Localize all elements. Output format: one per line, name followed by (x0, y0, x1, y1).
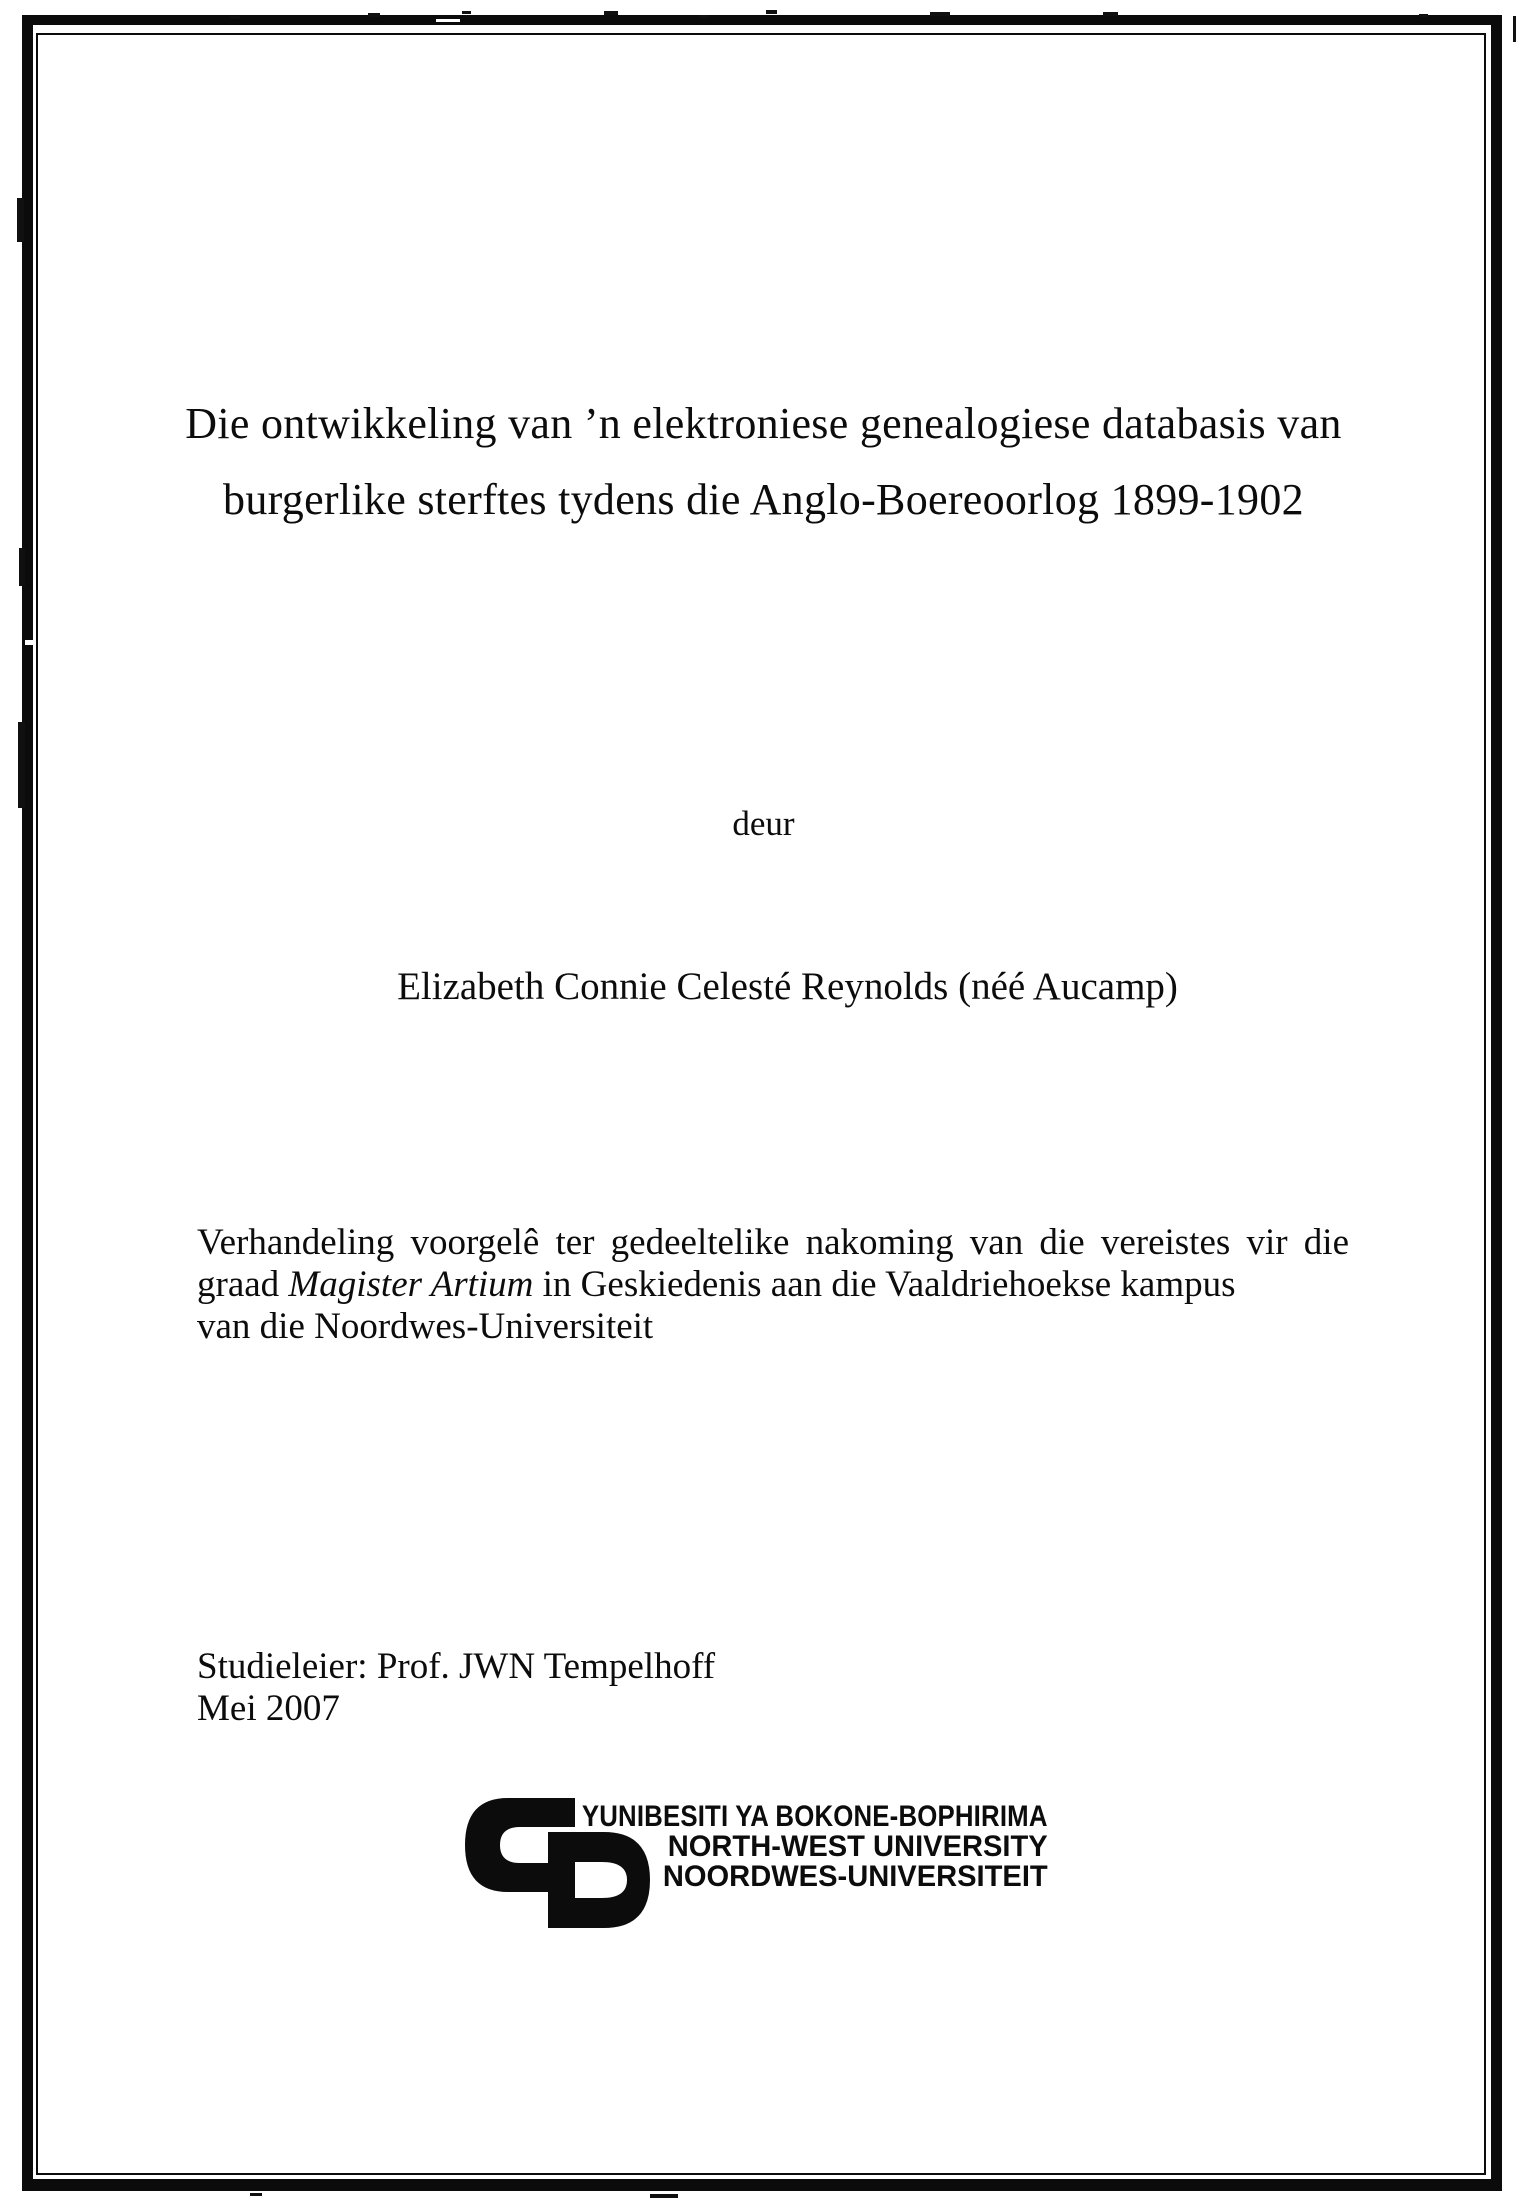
scan-speck (250, 2193, 262, 2196)
degree-name-italic: Magister Artium (288, 1264, 534, 1305)
supervisor-block (197, 1646, 715, 1730)
date-line: Mei 2007 (197, 1688, 340, 1729)
thesis-title-line-2: burgerlike sterftes tydens die Anglo-Boereoorlog 1899-1902 (223, 475, 1304, 524)
logo-text-setswana: YUNIBESITI YA BOKONE-BOPHIRIMA (582, 1800, 1048, 1833)
scan-speck (700, 15, 708, 18)
scan-speck (930, 12, 950, 16)
logo-text-english: NORTH-WEST UNIVERSITY (668, 1830, 1048, 1863)
scan-speck (604, 11, 618, 15)
scan-speck (17, 198, 24, 242)
scan-speck (1513, 16, 1516, 42)
scan-speck (766, 10, 777, 14)
scan-speck (18, 722, 25, 808)
logo-text-afrikaans: NOORDWES-UNIVERSITEIT (663, 1860, 1048, 1893)
declaration-line-2-suffix: in Geskiedenis aan die Vaaldriehoekse kampus (533, 1264, 1236, 1305)
thesis-title-line-1: Die ontwikkeling van ’n elektroniese genealogiese databasis van (185, 399, 1342, 448)
declaration-line-3: van die Noordwes-Universiteit (197, 1306, 654, 1347)
scan-speck (230, 16, 240, 19)
byline-label: deur (732, 804, 795, 843)
scan-speck (368, 13, 380, 17)
border-nick (436, 19, 460, 22)
scan-speck (1419, 14, 1428, 17)
scan-speck (19, 548, 25, 586)
declaration-line-2 (197, 1264, 1349, 1306)
declaration-line-2-prefix: graad (197, 1264, 289, 1305)
degree-declaration (197, 1222, 1349, 1348)
supervisor-line: Studieleier: Prof. JWN Tempelhoff (197, 1646, 716, 1687)
thesis-title (0, 386, 1527, 538)
scan-speck (650, 2194, 678, 2198)
scan-speck (1103, 12, 1118, 16)
border-nick (25, 640, 33, 645)
scan-speck (462, 11, 471, 14)
declaration-line-1: Verhandeling voorgelê ter gedeeltelike nakoming van die vereistes vir die (197, 1222, 1349, 1263)
author-name: Elizabeth Connie Celesté Reynolds (néé Aucamp) (397, 965, 1178, 1008)
